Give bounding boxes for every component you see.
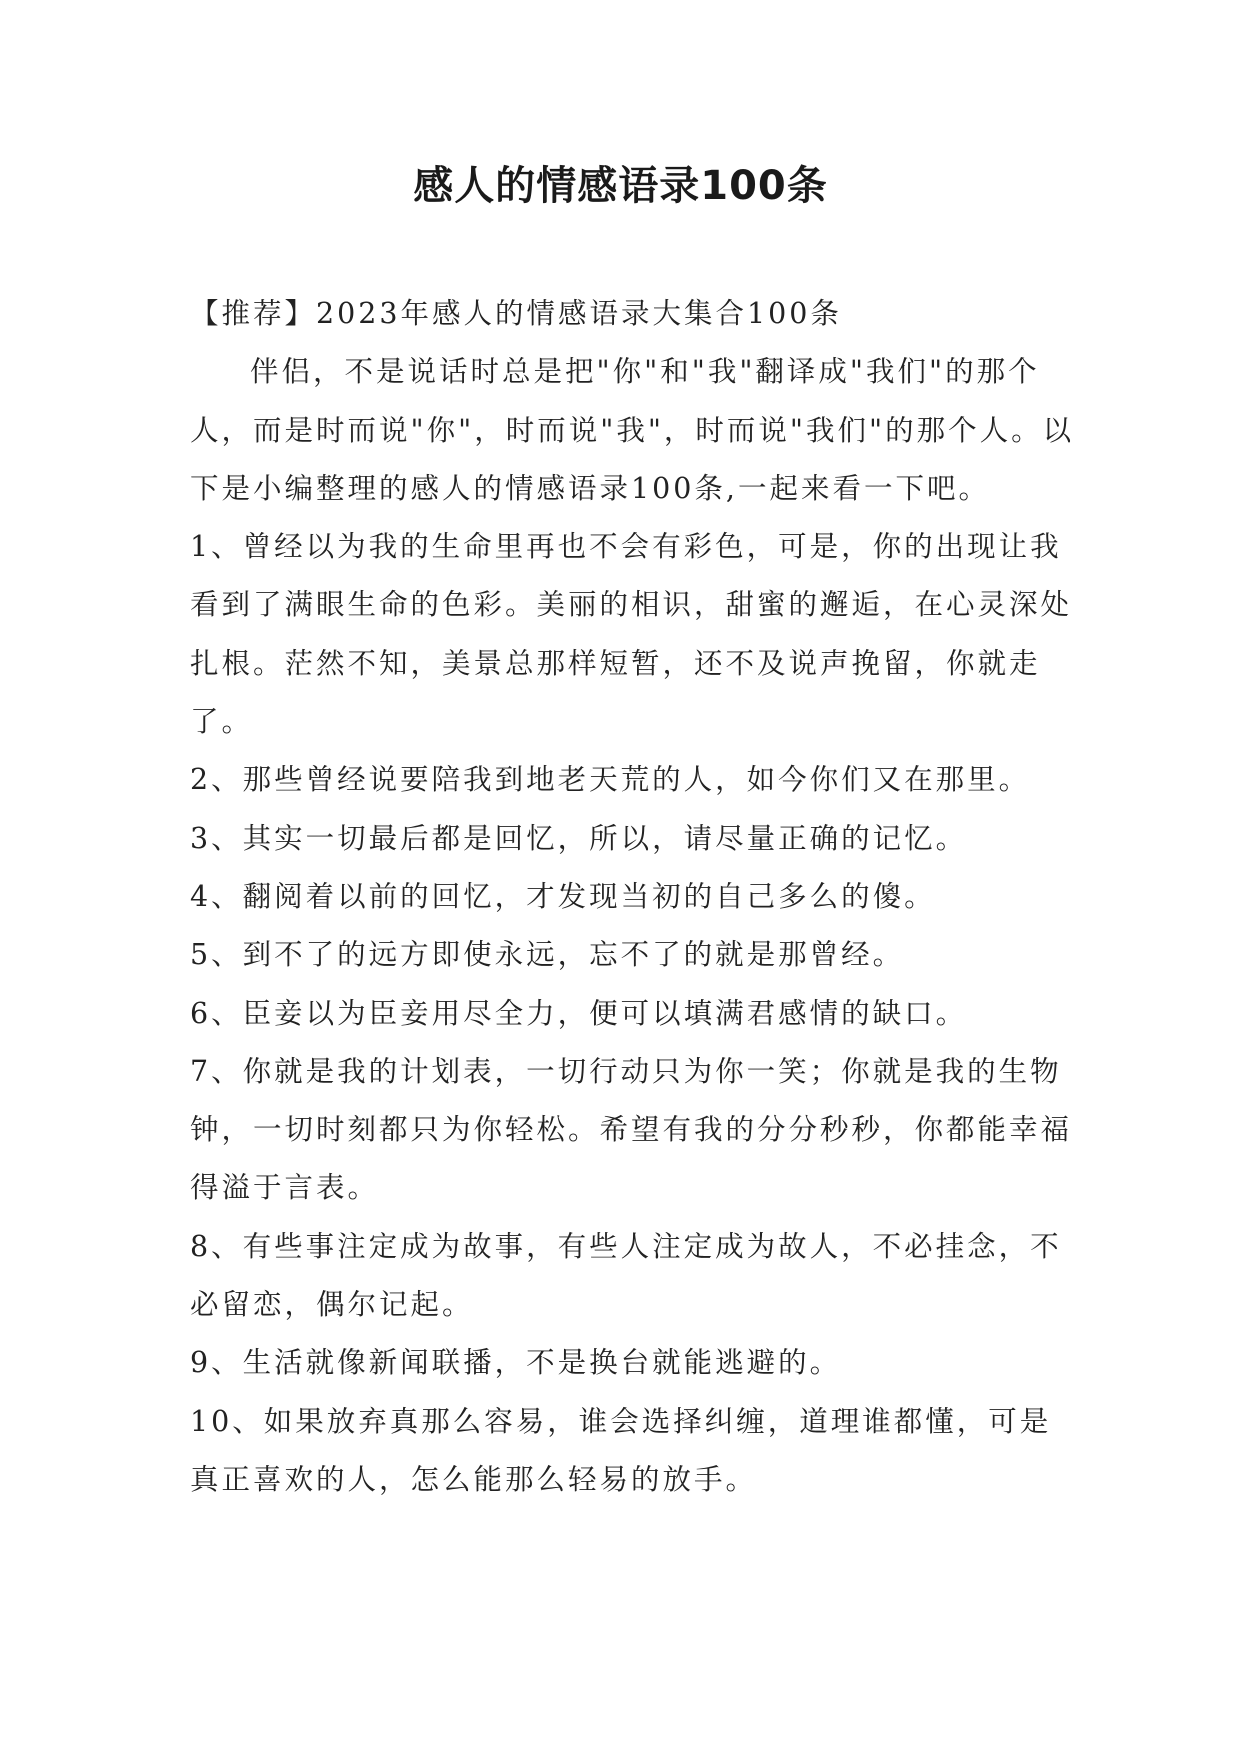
quote-item-10: 10、如果放弃真那么容易，谁会选择纠缠，道理谁都懂，可是真正喜欢的人，怎么能那么轻易的放手。 [190,1404,1052,1496]
quote-item-1: 1、曾经以为我的生命里再也不会有彩色，可是，你的出现让我看到了满眼生命的色彩。美丽的相识，甜蜜的邂逅，在心灵深处扎根。茫然不知，美景总那样短暂，还不及说声挽留，你就走了。 [190,530,1073,739]
subtitle: 【推荐】2023年感人的情感语录大集合100条 [190,297,842,330]
document-body [190,285,1080,1509]
quote-item-7: 7、你就是我的计划表，一切行动只为你一笑；你就是我的生物钟，一切时刻都只为你轻松。希望有我的分分秒秒，你都能幸福得溢于言表。 [190,1054,1073,1205]
quote-item-8: 8、有些事注定成为故事，有些人注定成为故人，不必挂念，不必留恋，偶尔记起。 [190,1229,1062,1322]
quote-item-3: 3、其实一切最后都是回忆，所以，请尽量正确的记忆。 [190,821,968,855]
document-title: 感人的情感语录100条 [413,163,828,209]
quote-item-2: 2、那些曾经说要陪我到地老天荒的人，如今你们又在那里。 [190,763,1031,797]
intro-paragraph: 伴侣，不是说话时总是把"你"和"我"翻译成"我们"的那个人，而是时而说"你"，时而说"我"，时而说"我们"的那个人。以下是小编整理的感人的情感语录100条,一起来看一下吧。 [190,355,1075,505]
quote-item-6: 6、臣妾以为臣妾用尽全力，便可以填满君感情的缺口。 [190,996,968,1030]
quote-item-9: 9、生活就像新闻联播，不是换台就能逃避的。 [190,1346,842,1380]
quote-item-5: 5、到不了的远方即使永远，忘不了的就是那曾经。 [190,938,905,972]
quote-item-4: 4、翻阅着以前的回忆，才发现当初的自己多么的傻。 [190,879,936,913]
